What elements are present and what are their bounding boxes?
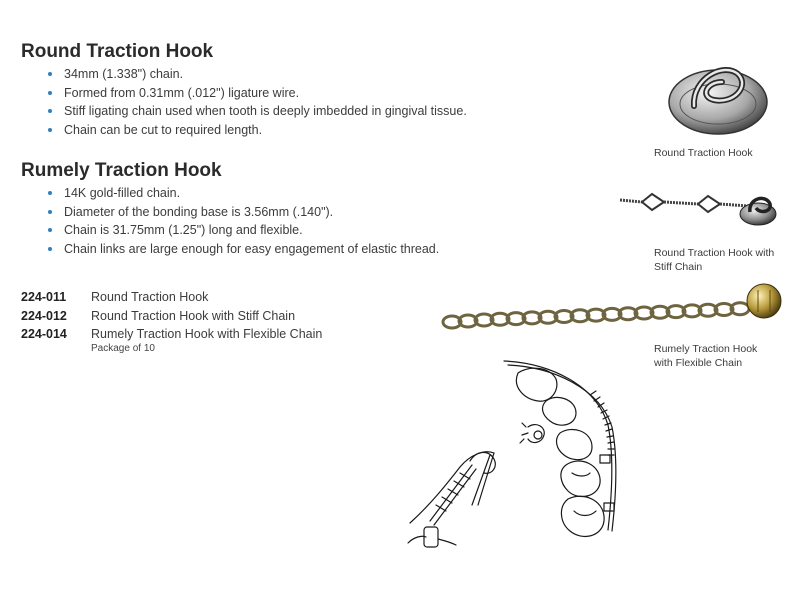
bullet-dot-icon: [48, 247, 52, 251]
feature-text: 14K gold-filled chain.: [64, 186, 181, 200]
product-name: Rumely Traction Hook with Flexible Chain: [91, 327, 323, 342]
product-row: [21, 325, 322, 344]
stiff-chain-photo-icon: [620, 182, 780, 232]
product-row: [21, 288, 322, 307]
rumely-traction-hook-heading: Rumely Traction Hook: [21, 160, 222, 181]
round-traction-hook-photo-icon: [664, 58, 776, 142]
feature-text: Formed from 0.31mm (.012") ligature wire.: [64, 85, 300, 100]
product-code: 224-011: [21, 290, 67, 305]
bullet-dot-icon: [48, 91, 52, 95]
product-name: Round Traction Hook with Stiff Chain: [91, 308, 296, 323]
round-hook-feature-list: [48, 65, 467, 139]
flexible-chain-photo-icon: [440, 282, 785, 336]
feature-text: 34mm (1.338") chain.: [64, 67, 184, 81]
stiff-chain-caption: [654, 246, 774, 274]
feature-item: [48, 84, 467, 103]
product-name: Round Traction Hook: [91, 290, 209, 305]
product-code-list: [21, 288, 322, 354]
flexible-chain-caption: [654, 342, 757, 370]
caption-line: Stiff Chain: [654, 261, 703, 273]
feature-item: [48, 221, 439, 240]
bullet-dot-icon: [48, 210, 52, 214]
dental-traction-illustration-icon: [400, 355, 640, 555]
feature-item: [48, 240, 439, 259]
feature-item: [48, 203, 439, 222]
bullet-dot-icon: [48, 109, 52, 113]
feature-text: Chain is 31.75mm (1.25") long and flexible.: [64, 223, 303, 238]
feature-item: [48, 65, 467, 84]
caption-line: Round Traction Hook with: [654, 247, 775, 259]
feature-item: [48, 102, 467, 121]
caption-line: Rumely Traction Hook: [654, 343, 758, 355]
caption-line: with Flexible Chain: [654, 357, 743, 369]
bullet-dot-icon: [48, 72, 52, 76]
bullet-dot-icon: [48, 228, 52, 232]
feature-text: Stiff ligating chain used when tooth is deeply imbedded in gingival tissue.: [64, 104, 467, 119]
feature-text: Chain links are large enough for easy engagement of elastic thread.: [64, 241, 440, 256]
package-note: Package of 10: [91, 342, 155, 354]
bullet-dot-icon: [48, 128, 52, 132]
round-hook-caption: Round Traction Hook: [654, 147, 753, 159]
feature-text: Diameter of the bonding base is 3.56mm (.140").: [64, 204, 334, 219]
product-code: 224-012: [21, 308, 67, 323]
feature-item: [48, 184, 439, 203]
round-traction-hook-heading: Round Traction Hook: [21, 41, 214, 62]
feature-text: Chain can be cut to required length.: [64, 122, 263, 137]
feature-item: [48, 121, 467, 140]
rumely-hook-feature-list: [48, 184, 439, 258]
bullet-dot-icon: [48, 191, 52, 195]
product-code: 224-014: [21, 327, 67, 342]
product-row: [21, 307, 322, 326]
